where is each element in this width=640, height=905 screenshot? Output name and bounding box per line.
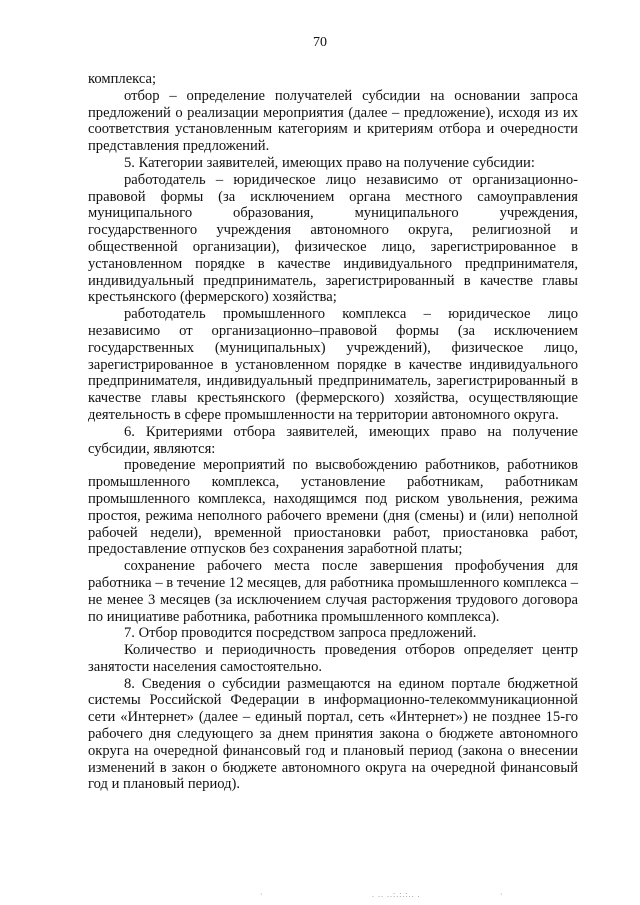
paragraph-section-8: 8. Сведения о субсидии размещаются на едином портале бюджетной системы Российской Федерации в информационно-телекоммуникационной сети «Интернет» (далее – единый портал, сеть «Интернет») не позднее 15-го рабочего дня следующего за днем принятия закона о бюджете автономного округа на очередной финансовый год и плановый период (закона о внесении изменений в закон о бюджете автономного округа на очередной финансовый год и плановый период). bbox=[88, 675, 578, 793]
paragraph-criterion-release-measures: проведение мероприятий по высвобождению работников, работников промышленного комплекса, установление работникам, работникам промышленного комплекса, находящимся под риском увольнения, режима простоя, режима неполного рабочего времени (дня (смены) и (или) неполной рабочей недели), временной приостановки работ, приостановка работ, предоставление отпусков без сохранения заработной платы; bbox=[88, 457, 578, 558]
document-body bbox=[88, 71, 578, 793]
paragraph-continuation: комплекса; bbox=[88, 71, 157, 87]
paragraph-industrial-employer-definition: работодатель промышленного комплекса – юридическое лицо независимо от организационно–правовой формы (за исключением государственных (муниципальных) учреждений), физическое лицо, зарегистрированное в установленном порядке в качестве индивидуального предпринимателя, индивидуальный предприниматель, зарегистрированный в качестве главы крестьянского (фермерского) хозяйства, осуществляющие деятельность в сфере промышленности на территории автономного округа. bbox=[88, 306, 578, 423]
paragraph-selection-frequency: Количество и периодичность проведения отборов определяет центр занятости населения самостоятельно. bbox=[88, 642, 578, 675]
paragraph-employer-definition: работодатель – юридическое лицо независимо от организационно-правовой формы (за исключением органа местного самоуправления муниципального образования, муниципального учреждения, государственного учреждения автономного округа, религиозной и общественной организации), физическое лицо, зарегистрированное в установленном порядке в качестве индивидуального предпринимателя, индивидуальный предприниматель, зарегистрированный в качестве главы крестьянского (фермерского) хозяйства; bbox=[88, 171, 578, 306]
paragraph-section-5-heading: 5. Категории заявителей, имеющих право на получение субсидии: bbox=[124, 154, 535, 171]
paragraph-section-7: 7. Отбор проводится посредством запроса предложений. bbox=[124, 625, 477, 642]
paragraph-criterion-job-retention: сохранение рабочего места после завершения профобучения для работника – в течение 12 месяцев, для работника промышленного комплекса – не менее 3 месяцев (за исключением случая расторжения трудового договора по инициативе работника, работника промышленного комплекса). bbox=[88, 558, 578, 625]
paragraph-section-6-heading: 6. Критериями отбора заявителей, имеющих право на получение субсидии, являются: bbox=[88, 423, 578, 457]
scan-artifacts: · . .. ..:.:.:.. . · bbox=[260, 890, 504, 899]
page-number: 70 bbox=[313, 35, 327, 50]
paragraph-selection-definition: отбор – определение получателей субсидии на основании запроса предложений о реализации мероприятия (далее – предложение), исходя из их соответствия установленным категориям и критериям отбора и очередности представления предложений. bbox=[88, 87, 578, 155]
